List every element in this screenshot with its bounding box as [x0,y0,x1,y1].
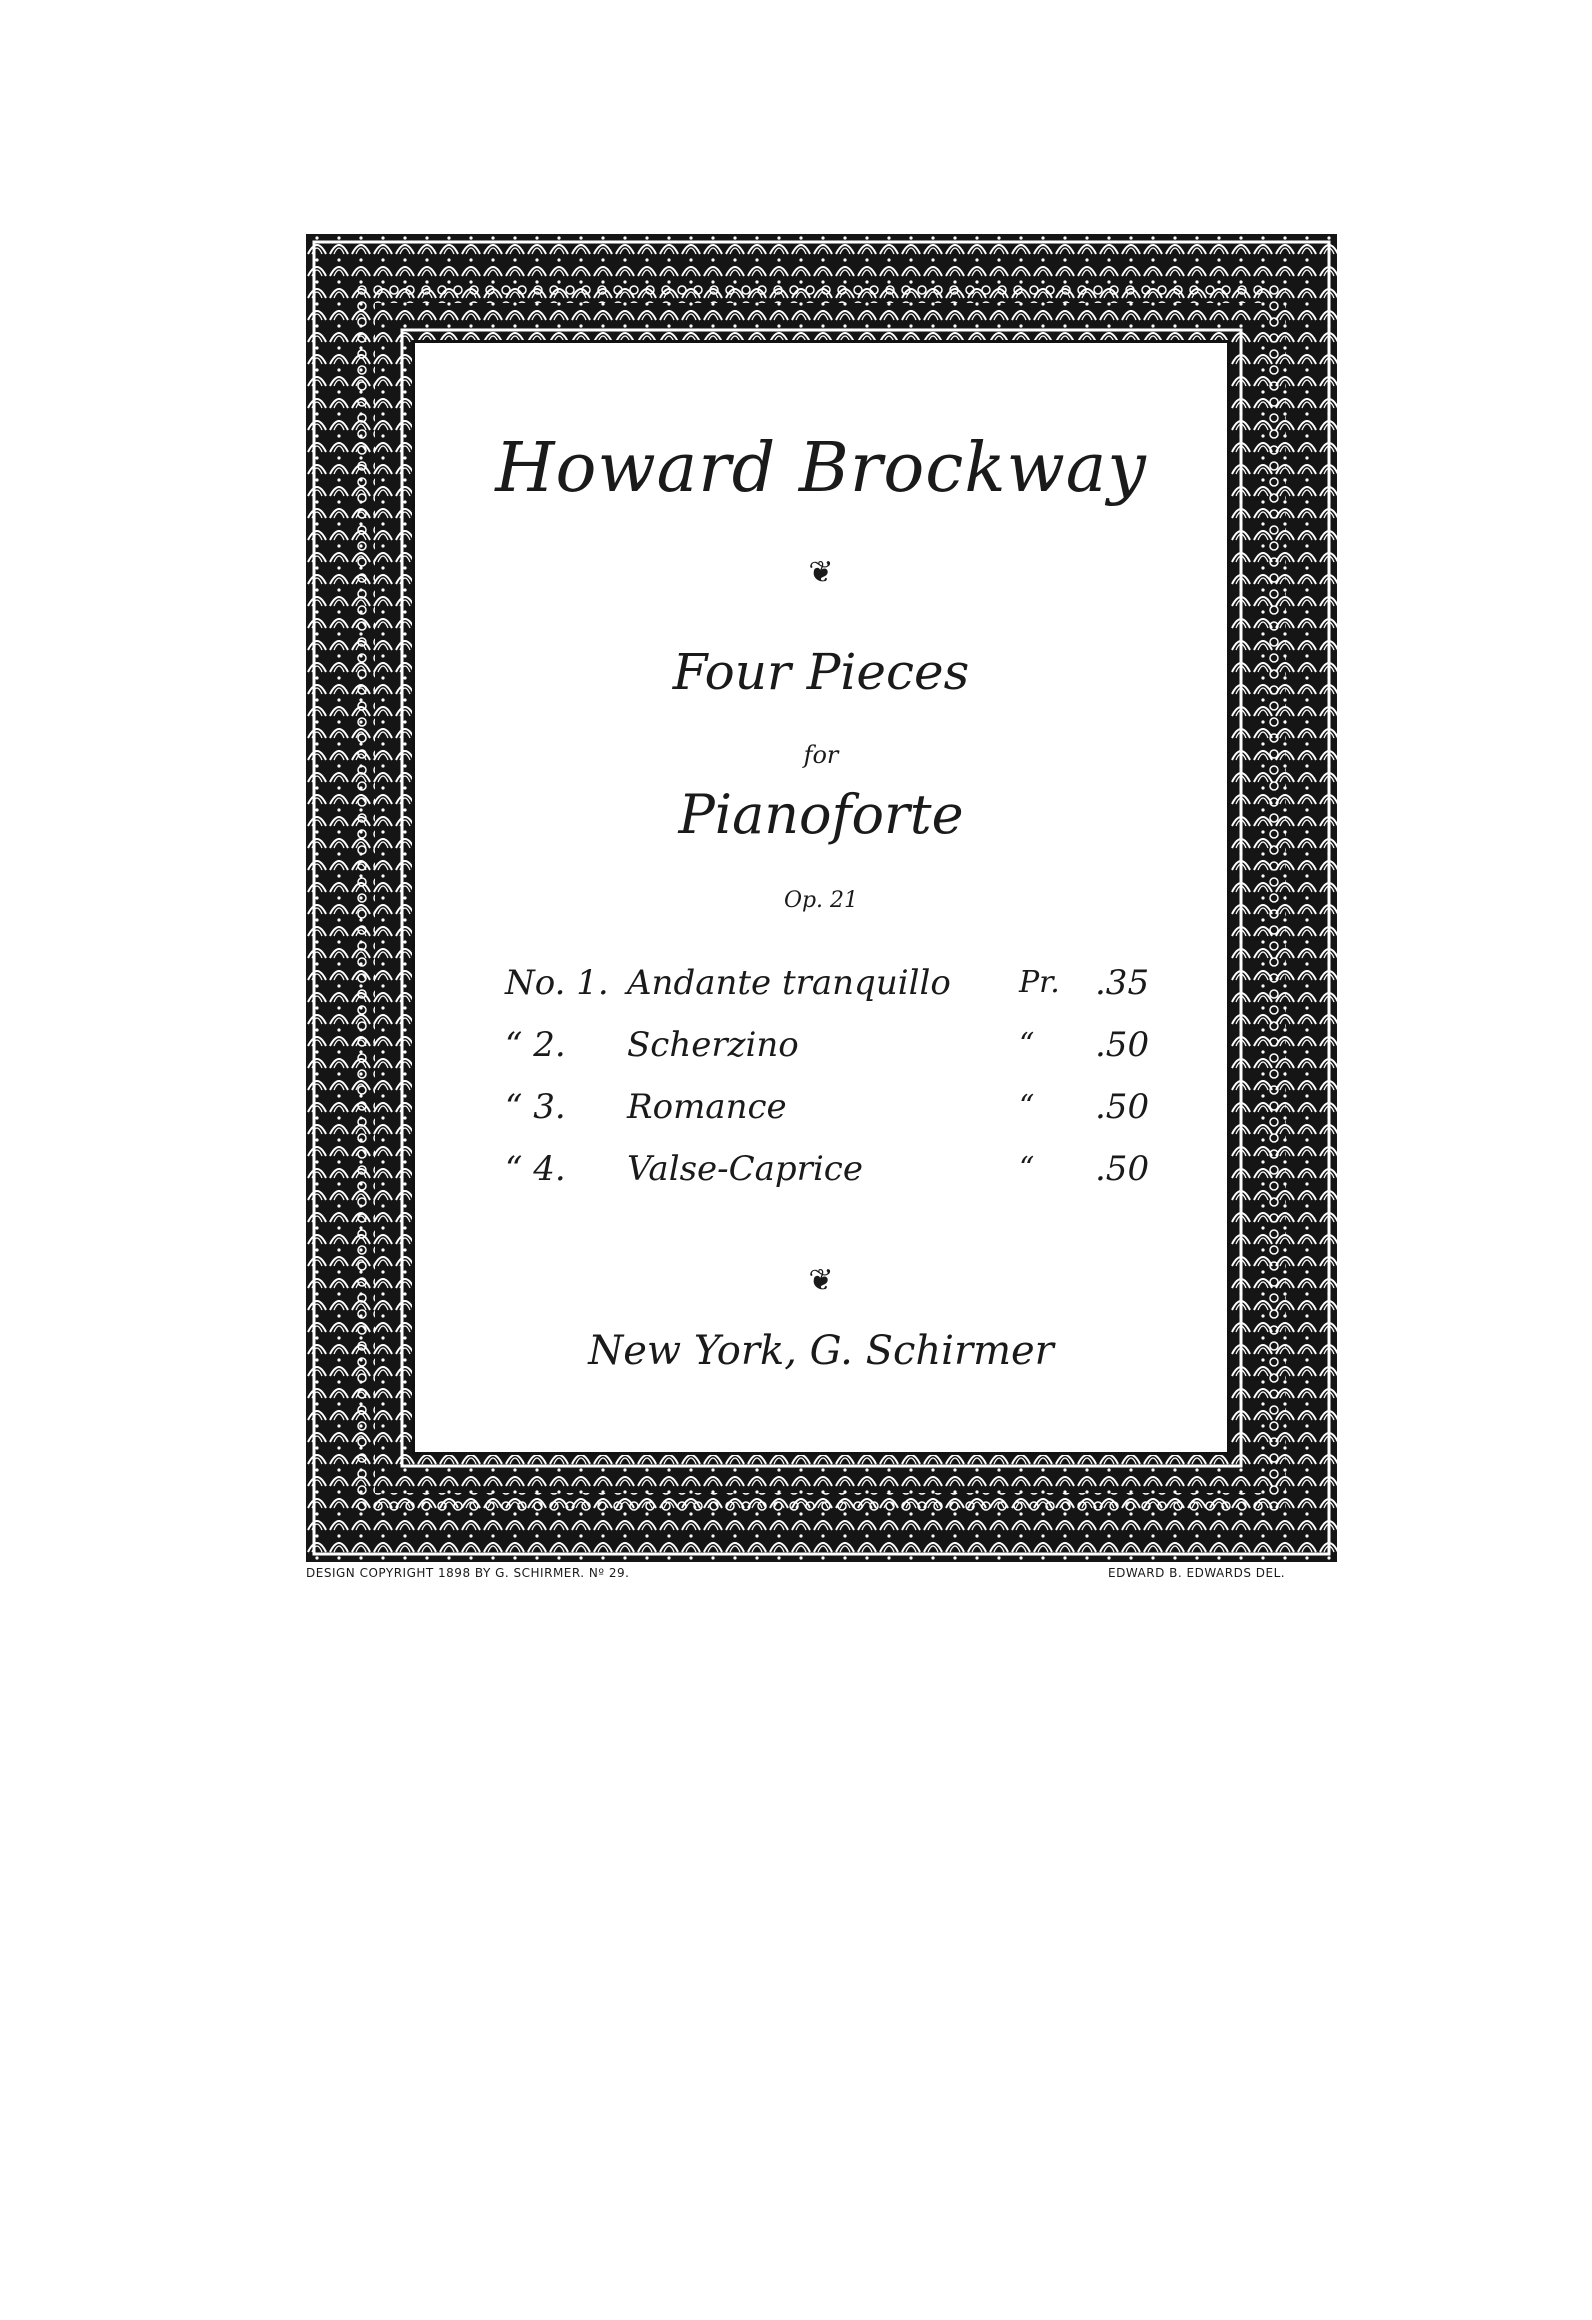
pieces-list [505,953,1195,1201]
price-prefix: Pr. [1019,965,1060,1000]
piece-number: “ 3. [505,1087,566,1127]
fleuron-ornament-bottom: ❦ [808,1263,834,1298]
piece-number: No. 1. [505,963,609,1003]
price-prefix: “ [1019,1151,1035,1186]
piece-number: “ 2. [505,1025,566,1065]
price-prefix: “ [1019,1089,1035,1124]
opus-number: Op. 21 [783,888,859,913]
piece-number: “ 4. [505,1149,566,1189]
title-panel [412,340,1230,1455]
design-copyright-credit: DESIGN COPYRIGHT 1898 BY G. SCHIRMER. Nº 29. [306,1566,630,1580]
for-label: for [803,741,839,769]
price-prefix: “ [1019,1027,1035,1062]
piece-price: .35 [1095,963,1150,1003]
instrument-name: Pianoforte [678,783,964,846]
piece-row [505,1015,1195,1077]
piece-price: .50 [1095,1149,1150,1189]
piece-row [505,1077,1195,1139]
piece-row [505,953,1195,1015]
designer-credit: EDWARD B. EDWARDS DEL. [1108,1566,1286,1580]
piece-row [505,1139,1195,1201]
piece-price: .50 [1095,1025,1150,1065]
publisher-imprint: New York, G. Schirmer [588,1328,1054,1374]
piece-title: Valse-Caprice [627,1149,863,1189]
piece-title: Scherzino [627,1025,799,1065]
piece-title: Andante tranquillo [627,963,951,1003]
composer-name: Howard Brockway [495,429,1147,508]
fleuron-ornament-top: ❦ [808,555,834,590]
piece-price: .50 [1095,1087,1150,1127]
piece-title: Romance [627,1087,787,1127]
work-title: Four Pieces [672,643,970,701]
